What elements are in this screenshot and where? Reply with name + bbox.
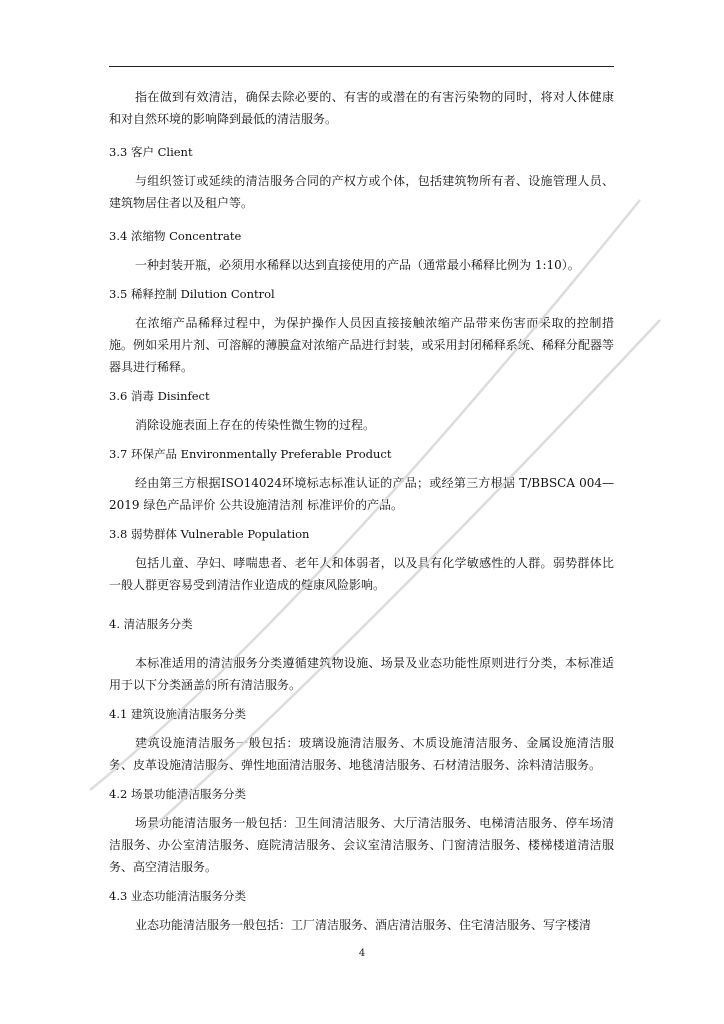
paragraph: 经由第三方根据ISO14024环境标志标准认证的产品；或经第三方根据 T/BBSCA 004—2019 绿色产品评价 公共设施清洁剂 标准评价的产品。	[109, 476, 614, 512]
section-heading-3-7: 3.7 环保产品 Environmentally Preferable Product	[109, 447, 392, 461]
paragraph: 场景功能清洁服务一般包括：卫生间清洁服务、大厅清洁服务、电梯清洁服务、停车场清洁服务、办公室清洁服务、庭院清洁服务、会议室清洁服务、门窗清洁服务、楼梯楼道清洁服务、高空清洁服务。	[109, 816, 614, 874]
section-heading-3-6: 3.6 消毒 Disinfect	[109, 389, 210, 403]
paragraph: 与组织签订或延续的清洁服务合同的产权方或个体，包括建筑物所有者、设施管理人员、建筑物居住者以及租户等。	[109, 174, 614, 210]
section-heading-4-2: 4.2 场景功能清洁服务分类	[109, 787, 246, 801]
paragraph: 包括儿童、孕妇、哮喘患者、老年人和体弱者，以及具有化学敏感性的人群。弱势群体比一般人群更容易受到清洁作业造成的健康风险影响。	[109, 556, 614, 592]
paragraph: 建筑设施清洁服务一般包括：玻璃设施清洁服务、木质设施清洁服务、金属设施清洁服务、皮革设施清洁服务、弹性地面清洁服务、地毯清洁服务、石材清洁服务、涂料清洁服务。	[109, 736, 614, 772]
section-heading-3-3: 3.3 客户 Client	[109, 145, 193, 159]
paragraph: 一种封装开瓶，必须用水稀释以达到直接使用的产品（通常最小稀释比例为 1:10）。	[135, 258, 580, 272]
section-heading-4-3: 4.3 业态功能清洁服务分类	[109, 889, 246, 903]
section-heading-4-1: 4.1 建筑设施清洁服务分类	[109, 707, 246, 721]
paragraph: 业态功能清洁服务一般包括：工厂清洁服务、酒店清洁服务、住宅清洁服务、写字楼清	[135, 918, 592, 932]
page-number: 4	[358, 948, 366, 959]
document-body	[109, 86, 614, 936]
section-heading-3-8: 3.8 弱势群体 Vulnerable Population	[109, 527, 310, 541]
paragraph: 指在做到有效清洁，确保去除必要的、有害的或潜在的有害污染物的同时，将对人体健康和对自然环境的影响降到最低的清洁服务。	[109, 90, 614, 126]
header-rule	[109, 66, 614, 67]
paragraph: 消除设施表面上存在的传染性微生物的过程。	[135, 418, 376, 432]
paragraph: 在浓缩产品稀释过程中，为保护操作人员因直接接触浓缩产品带来伤害而采取的控制措施。例如采用片剂、可溶解的薄膜盒对浓缩产品进行封装，或采用封闭稀释系统、稀释分配器等器具进行稀释。	[109, 316, 614, 374]
section-heading-4: 4. 清洁服务分类	[109, 617, 193, 631]
section-heading-3-5: 3.5 稀释控制 Dilution Control	[109, 287, 275, 301]
paragraph: 本标准适用的清洁服务分类遵循建筑物设施、场景及业态功能性原则进行分类，本标准适用于以下分类涵盖的所有清洁服务。	[109, 656, 614, 692]
section-heading-3-4: 3.4 浓缩物 Concentrate	[109, 229, 242, 243]
